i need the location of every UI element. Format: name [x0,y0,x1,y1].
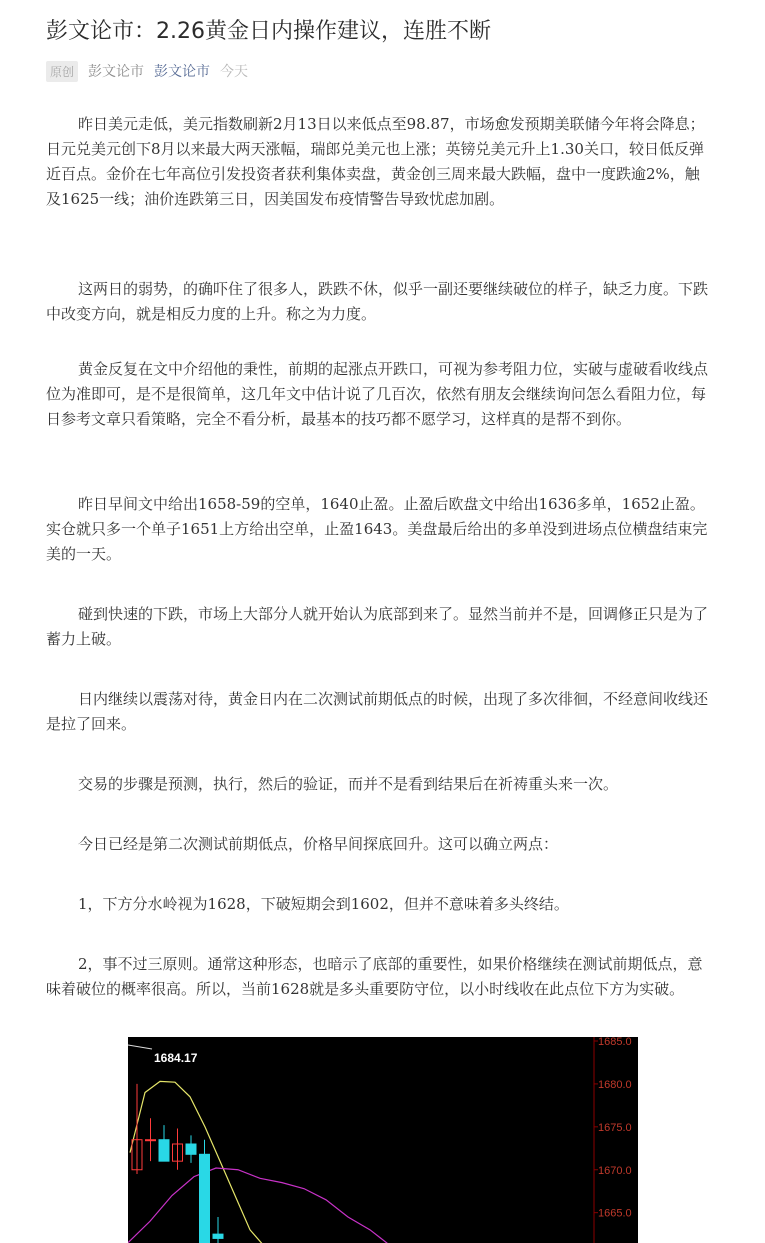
article-title: 彭文论市：2.26黄金日内操作建议，连胜不断 [46,19,491,44]
candle-body [200,1154,210,1243]
ma-fast-line [130,1081,265,1243]
paragraph-10: 2，事不过三原则。通常这种形态，也暗示了底部的重要性，如果价格继续在测试前期低点，意味着破位的概率很高。所以，当前1628就是多头重要防守位，以小时线收在此点位下方为实破。 [46,955,703,998]
paragraph-9: 1，下方分水岭视为1628，下破短期会到1602，但并不意味着多头终结。 [78,895,569,913]
candle-body [159,1140,169,1161]
gold-price-chart [128,1037,638,1243]
paragraph-6: 日内继续以震荡对待，黄金日内在二次测试前期低点的时候，出现了多次徘徊，不经意间收线还是拉了回来。 [46,690,709,733]
price-line [128,1045,152,1049]
chart-svg [128,1037,638,1243]
article-body [46,112,714,1027]
paragraph-7: 交易的步骤是预测，执行，然后的验证，而并不是看到结果后在祈祷重头来一次。 [78,775,619,793]
y-tick-label: 1670.0 [598,1164,632,1177]
paragraph-8: 今日已经是第二次测试前期低点，价格早间探底回升。这可以确立两点： [78,835,559,853]
y-tick-label: 1665.0 [598,1207,632,1220]
last-price-label: 1684.17 [154,1051,198,1065]
ma-slow-line [128,1168,392,1243]
article-meta [46,60,248,82]
publish-date: 今天 [220,64,249,80]
y-tick-label: 1675.0 [598,1121,632,1134]
original-badge: 原创 [46,61,78,82]
paragraph-5: 碰到快速的下跌，市场上大部分人就开始认为底部到来了。显然当前并不是，回调修正只是为了蓄力上破。 [46,605,709,648]
y-tick-label: 1680.0 [598,1078,632,1091]
candle-body [146,1140,156,1141]
author-name: 彭文论市 [88,64,145,80]
candle-body [213,1234,223,1238]
account-link[interactable]: 彭文论市 [154,64,211,80]
paragraph-3: 黄金反复在文中介绍他的秉性，前期的起涨点开跌口，可视为参考阻力位，实破与虚破看收线点位为准即可，是不是很简单，这几年文中估计说了几百次，依然有朋友会继续询问怎么看阻力位，每日参考文章只看策略，完全不看分析，最基本的技巧都不愿学习，这样真的是帮不到你。 [46,360,709,428]
paragraph-4: 昨日早间文中给出1658-59的空单，1640止盈。止盈后欧盘文中给出1636多单，1652止盈。实仓就只多一个单子1651上方给出空单，止盈1643。美盘最后给出的多单没到进场点位横盘结束完美的一天。 [46,495,708,563]
y-tick-label: 1685.0 [598,1037,632,1048]
paragraph-2: 这两日的弱势，的确吓住了很多人，跌跌不休，似乎一副还要继续破位的样子，缺乏力度。下跌中改变方向，就是相反力度的上升。称之为力度。 [46,280,709,323]
paragraph-1: 昨日美元走低，美元指数刷新2月13日以来低点至98.87，市场愈发预期美联储今年将会降息；日元兑美元创下8月以来最大两天涨幅，瑞郎兑美元也上涨；英镑兑美元升上1.30关口，较日低反弹近百点。金价在七年高位引发投资者获利集体卖盘，黄金创三周来最大跌幅，盘中一度跌逾2%，触及1625一线；油价连跌第三日，因美国发布疫情警告导致忧虑加剧。 [46,115,705,208]
candle-body [186,1144,196,1154]
